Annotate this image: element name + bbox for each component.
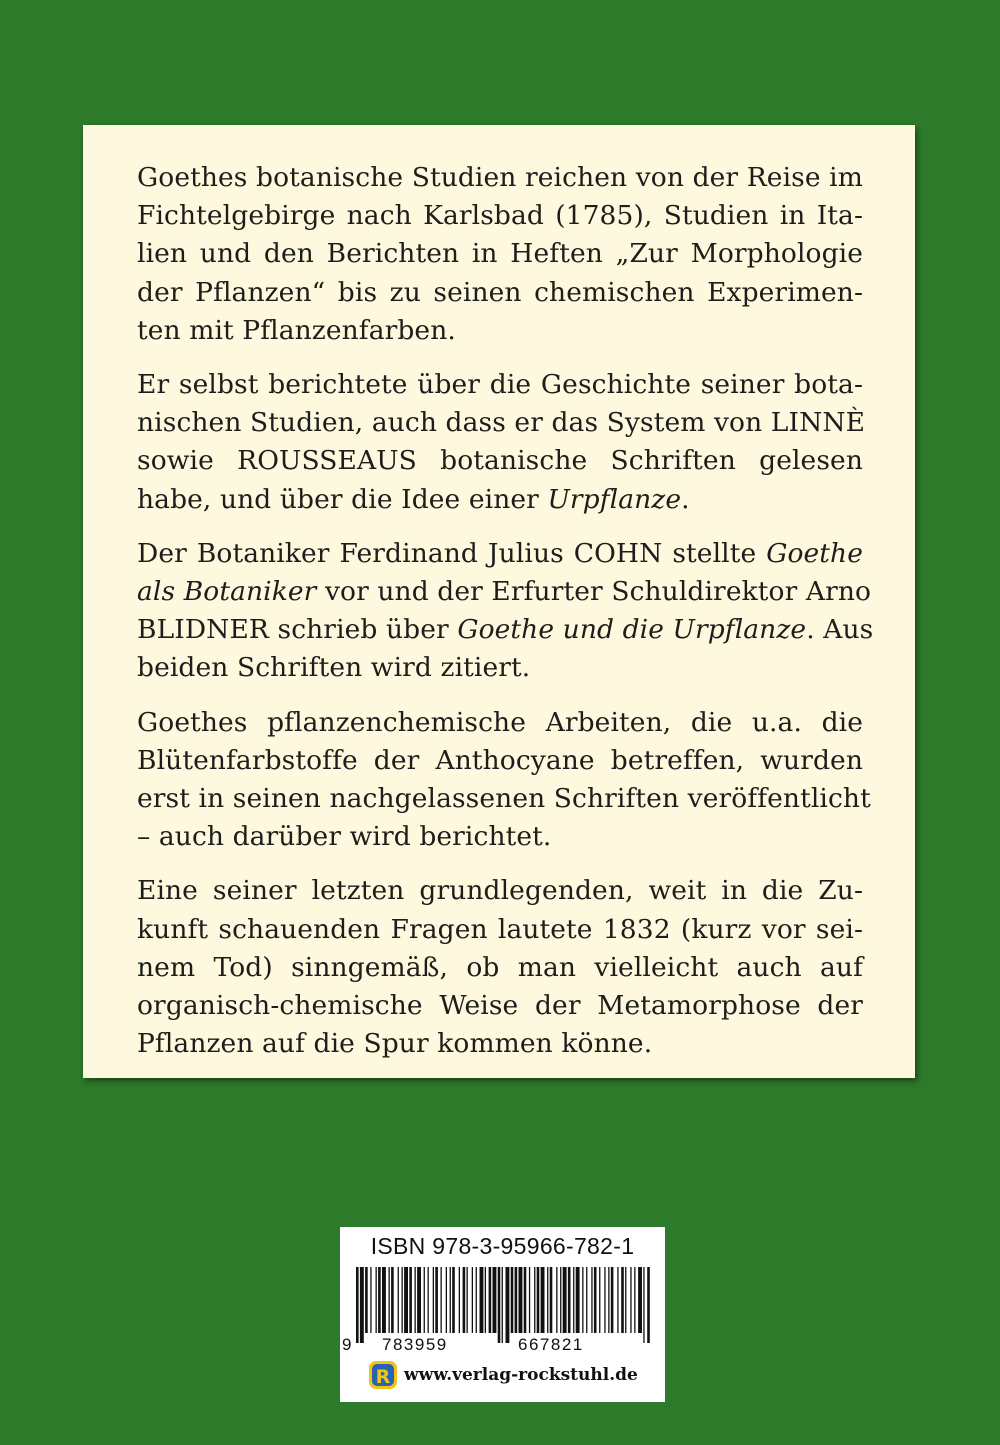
barcode-bar (428, 1267, 429, 1333)
barcode-bar (534, 1267, 535, 1333)
barcode-bar (389, 1267, 390, 1333)
text-run: habe, und über die Idee einer (137, 483, 548, 515)
title-italic-goethe-urpflanze: Goethe und die Urpflanze (457, 614, 807, 646)
barcode-bar (370, 1267, 371, 1333)
barcode-bar (519, 1267, 523, 1333)
barcode-bar (378, 1267, 381, 1333)
barcode-bar (502, 1267, 503, 1343)
barcode-bar (617, 1267, 618, 1333)
barcode-bar (435, 1267, 438, 1333)
barcode-bar (599, 1267, 600, 1333)
barcode-bar (441, 1267, 442, 1333)
text-run: Der Botaniker Ferdinand Julius COHN stellte (137, 537, 767, 569)
barcode-bar (463, 1267, 466, 1333)
barcode-bar (472, 1267, 473, 1333)
barcode-label (340, 1227, 665, 1402)
text-line: Pflanzen auf die Spur kommen könne. (137, 1028, 653, 1060)
text-line: organisch-chemische Weise der Metamorphose der (137, 990, 863, 1022)
paragraph-2 (137, 366, 866, 519)
text-line (137, 611, 874, 649)
text-line: beiden Schriften wird zitiert. (137, 652, 531, 684)
barcode-bar (452, 1267, 455, 1333)
barcode-bar (541, 1267, 545, 1333)
barcode-bar (647, 1267, 650, 1343)
text-line: Goethes pflanzenchemische Arbeiten, die u.a. die (137, 706, 863, 738)
barcode-bar (360, 1267, 364, 1343)
barcode-bar (634, 1267, 635, 1333)
title-italic-goethe: Goethe (766, 537, 863, 569)
barcode-bar (459, 1267, 460, 1333)
barcode-bar (417, 1267, 421, 1333)
barcode-bar (576, 1267, 580, 1333)
barcode-bar (391, 1267, 394, 1333)
barcode-bar (604, 1267, 605, 1333)
text-run: BLIDNER schrieb über (137, 614, 458, 646)
barcode-bar (409, 1267, 412, 1333)
barcode-bar (467, 1267, 468, 1333)
barcode-bar (480, 1267, 484, 1333)
barcode-bar (586, 1267, 587, 1333)
publisher-logo-letter: R (375, 1366, 391, 1388)
barcode-digit-first: 9 (342, 1335, 353, 1354)
text-run: . (681, 483, 690, 515)
text-line: ten mit Pflanzenfarben. (137, 314, 456, 346)
barcode-bar (404, 1267, 408, 1333)
paragraph-1 (137, 159, 863, 350)
barcode-bar (573, 1267, 574, 1333)
text-line: der Pflanzen“ bis zu seinen chemischen Experimen- (137, 276, 863, 308)
barcode-bar (424, 1267, 425, 1333)
publisher-row (368, 1359, 638, 1391)
text-line: – auch darüber wird berichtet. (137, 821, 552, 853)
barcode-bar (493, 1267, 497, 1333)
paragraph-3 (137, 535, 874, 688)
barcode-bar (376, 1267, 377, 1333)
barcode-bar (382, 1267, 386, 1333)
barcode-bar (515, 1267, 518, 1333)
barcode-bar (560, 1267, 561, 1333)
paragraph-4 (137, 704, 871, 857)
barcode-bar (433, 1267, 434, 1333)
barcode-bar (563, 1267, 567, 1333)
text-line (137, 535, 863, 573)
text-run: vor und der Erfurter Schuldirektor Arno (316, 576, 872, 608)
text-line: Goethes botanische Studien reichen von der Reise im (137, 162, 863, 193)
text-line: kunft schauenden Fragen lautete 1832 (kurz vor sei- (137, 913, 863, 945)
barcode-bar (643, 1267, 644, 1343)
text-line: sowie ROUSSEAUS botanische Schriften gelesen (137, 445, 863, 477)
isbn-text: ISBN 978-3-95966-782-1 (370, 1233, 635, 1259)
barcode-bar (608, 1267, 609, 1333)
barcode-bar (402, 1267, 403, 1333)
text-line: Blütenfarbstoffe der Anthocyane betreffen, wurden (137, 744, 863, 776)
barcode-bar (621, 1267, 624, 1333)
barcode-bar (594, 1267, 597, 1333)
barcode-bar (485, 1267, 486, 1333)
barcode-bar (398, 1267, 399, 1333)
text-line: lien und den Berichten in Heften „Zur Morphologie (137, 238, 863, 270)
text-line: nem Tod) sinngemäß, ob man vielleicht auch auf (137, 951, 863, 983)
text-run: . Aus (806, 614, 874, 646)
barcode-bar (550, 1267, 553, 1333)
title-italic-urpflanze: Urpflanze (547, 483, 682, 515)
barcode-bar (415, 1267, 416, 1333)
barcode-bar (582, 1267, 583, 1333)
text-line: erst in seinen nachgelassenen Schriften veröffentlicht (137, 783, 871, 815)
barcode-bar (638, 1267, 642, 1333)
paragraph-5 (137, 872, 863, 1063)
barcode-bar (498, 1267, 501, 1343)
barcode-bar (476, 1267, 477, 1333)
barcode-bar (529, 1267, 530, 1333)
barcode-bars (354, 1267, 650, 1343)
barcode-bar (625, 1267, 626, 1333)
text-line: Er selbst berichtete über die Geschichte seiner bota- (137, 369, 863, 401)
barcode-digits-right: 667821 (518, 1335, 584, 1354)
text-line: nischen Studien, auch dass er das System von LINNÈ (137, 407, 866, 439)
barcode-bar (511, 1267, 514, 1333)
publisher-url[interactable]: www.verlag-rockstuhl.de (404, 1365, 638, 1385)
blurb-panel (83, 125, 915, 1078)
barcode-bar (446, 1267, 447, 1333)
barcode-bar (524, 1267, 527, 1333)
barcode-digits-left: 783959 (382, 1335, 448, 1354)
barcode-bar (365, 1267, 368, 1333)
barcode-bar (537, 1267, 540, 1333)
barcode-bar (506, 1267, 510, 1343)
publisher-logo-icon (368, 1360, 398, 1390)
barcode-bar (556, 1267, 557, 1333)
text-line: Eine seiner letzten grundlegenden, weit in die Zu- (137, 875, 863, 907)
barcode-bar (450, 1267, 451, 1333)
barcode-bar (356, 1267, 359, 1343)
text-line (137, 481, 863, 519)
title-italic-als-botaniker: als Botaniker (137, 576, 317, 608)
text-line (137, 573, 872, 611)
barcode-bar (611, 1267, 614, 1333)
barcode-bar (591, 1267, 592, 1333)
barcode-bar (568, 1267, 571, 1333)
barcode-bar (630, 1267, 631, 1333)
text-line: Fichtelgebirge nach Karlsbad (1785), Studien in Ita- (137, 200, 863, 232)
barcode-bar (547, 1267, 548, 1333)
barcode-bar (489, 1267, 492, 1333)
